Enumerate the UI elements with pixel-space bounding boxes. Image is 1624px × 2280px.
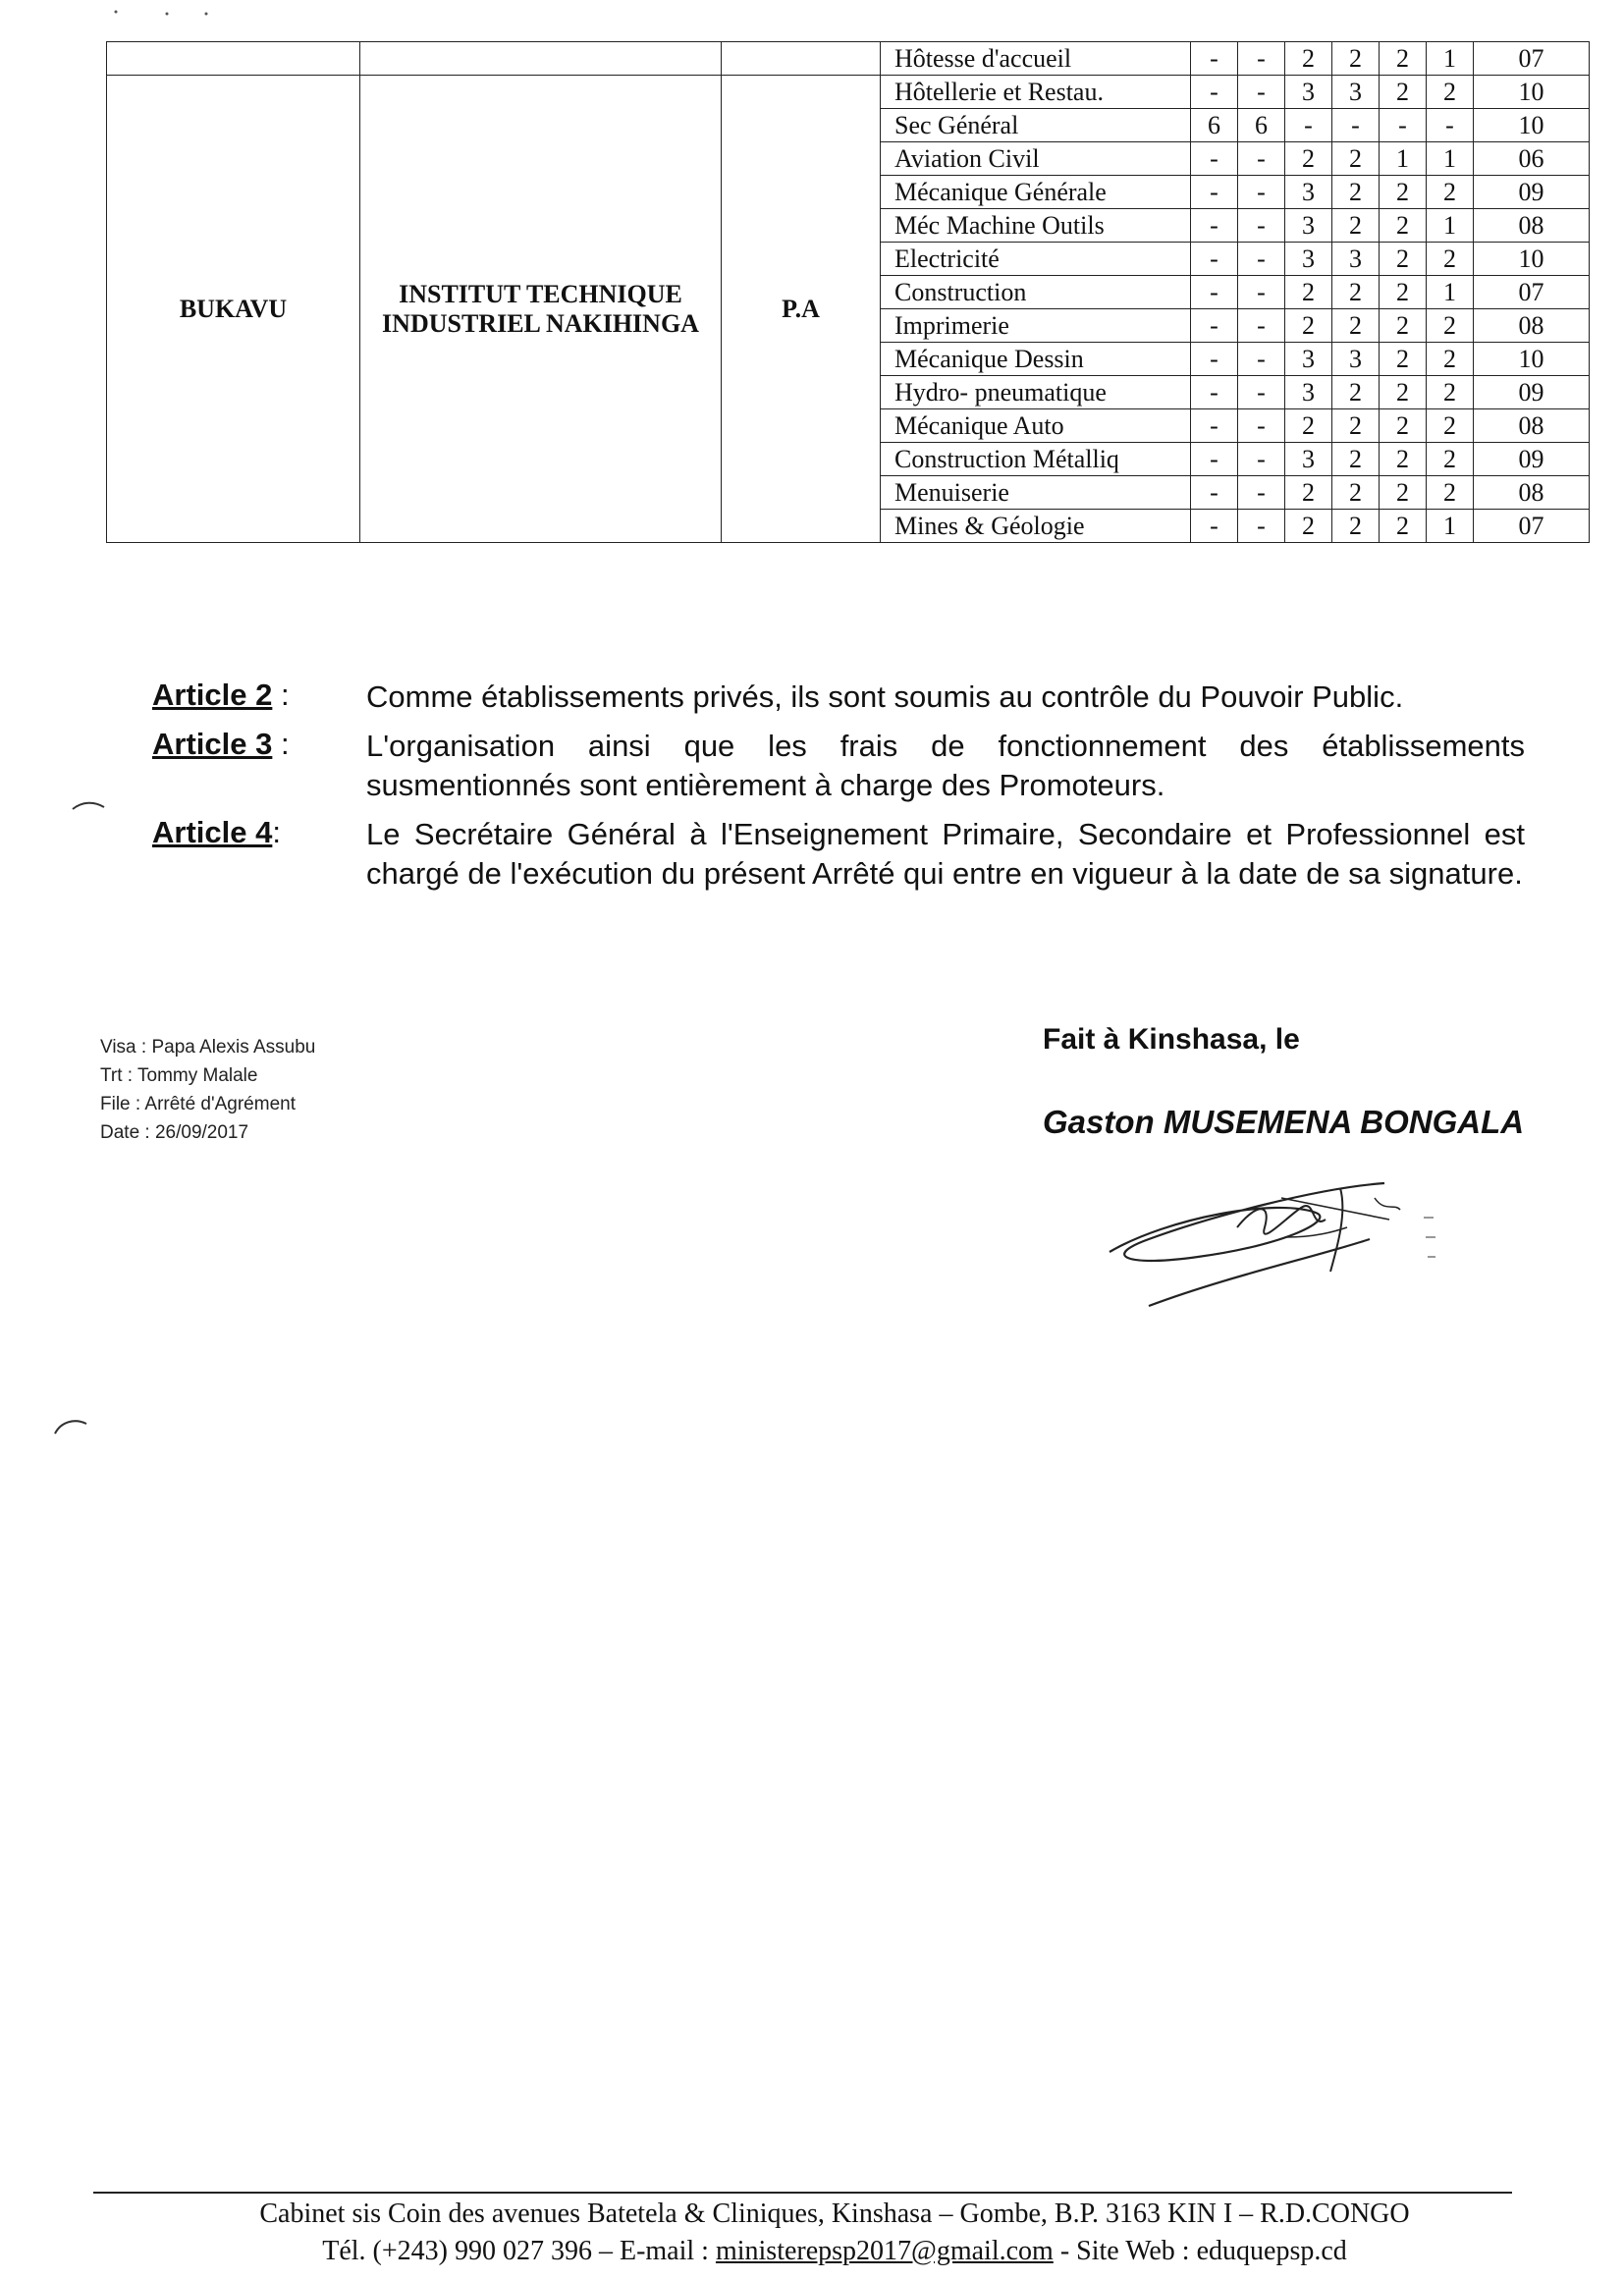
option-name-cell: Imprimerie <box>881 309 1191 343</box>
footer-rule <box>93 2192 1512 2194</box>
class-count-cell-5: 2 <box>1380 42 1427 76</box>
option-name-cell: Sec Général <box>881 109 1191 142</box>
article-2 <box>152 678 1527 717</box>
class-count-cell-1: - <box>1191 476 1238 510</box>
class-count-cell-1: 6 <box>1191 109 1238 142</box>
class-count-cell-4: 3 <box>1332 343 1380 376</box>
option-name-cell: Méc Machine Outils <box>881 209 1191 243</box>
scan-mark-left-2 <box>51 1414 90 1438</box>
class-count-cell-3: 2 <box>1285 476 1332 510</box>
class-count-cell-6: - <box>1427 109 1474 142</box>
class-count-cell-4: 2 <box>1332 176 1380 209</box>
class-count-cell-6: 1 <box>1427 510 1474 543</box>
school-options-table <box>106 41 1590 543</box>
table-body <box>107 42 1590 543</box>
total-cell: 07 <box>1474 510 1590 543</box>
footer-contact <box>147 2233 1522 2270</box>
article-3-colon: : <box>272 727 290 761</box>
class-count-cell-5: 2 <box>1380 309 1427 343</box>
class-count-cell-5: - <box>1380 109 1427 142</box>
class-count-cell-3: 3 <box>1285 443 1332 476</box>
program-cell: P.A <box>722 76 881 543</box>
class-count-cell-3: 2 <box>1285 276 1332 309</box>
class-count-cell-6: 1 <box>1427 209 1474 243</box>
article-4-colon: : <box>272 815 281 849</box>
class-count-cell-1: - <box>1191 243 1238 276</box>
option-name-cell: Hôtellerie et Restau. <box>881 76 1191 109</box>
table-row <box>107 42 1590 76</box>
class-count-cell-4: 2 <box>1332 409 1380 443</box>
class-count-cell-2: - <box>1238 309 1285 343</box>
class-count-cell-6: 2 <box>1427 409 1474 443</box>
class-count-cell-2: - <box>1238 142 1285 176</box>
class-count-cell-4: 2 <box>1332 443 1380 476</box>
article-3-title: Article 3 <box>152 727 273 761</box>
class-count-cell-4: 2 <box>1332 209 1380 243</box>
class-count-cell-4: 2 <box>1332 142 1380 176</box>
total-cell: 06 <box>1474 142 1590 176</box>
class-count-cell-2: - <box>1238 376 1285 409</box>
class-count-cell-4: 2 <box>1332 476 1380 510</box>
class-count-cell-1: - <box>1191 176 1238 209</box>
ref-date: Date : 26/09/2017 <box>100 1122 249 1143</box>
total-cell: 10 <box>1474 343 1590 376</box>
option-name-cell: Aviation Civil <box>881 142 1191 176</box>
option-name-cell: Mines & Géologie <box>881 510 1191 543</box>
class-count-cell-2: - <box>1238 443 1285 476</box>
class-count-cell-2: - <box>1238 409 1285 443</box>
school-name-line1: INSTITUT TECHNIQUE <box>399 279 682 308</box>
class-count-cell-6: 1 <box>1427 276 1474 309</box>
class-count-cell-3: 3 <box>1285 76 1332 109</box>
class-count-cell-1: - <box>1191 376 1238 409</box>
place-line: Fait à Kinshasa, le <box>1043 1023 1300 1056</box>
option-name-cell: Mécanique Dessin <box>881 343 1191 376</box>
ref-file: File : Arrêté d'Agrément <box>100 1094 296 1114</box>
footer-email-link[interactable]: ministerepsp2017@gmail.com <box>715 2236 1054 2266</box>
class-count-cell-2: 6 <box>1238 109 1285 142</box>
class-count-cell-1: - <box>1191 76 1238 109</box>
class-count-cell-3: 3 <box>1285 376 1332 409</box>
class-count-cell-5: 2 <box>1380 209 1427 243</box>
class-count-cell-6: 2 <box>1427 376 1474 409</box>
class-count-cell-6: 2 <box>1427 76 1474 109</box>
class-count-cell-1: - <box>1191 42 1238 76</box>
class-count-cell-4: 2 <box>1332 276 1380 309</box>
class-count-cell-2: - <box>1238 243 1285 276</box>
table-row <box>107 76 1590 109</box>
footer-tel: Tél. (+243) 990 027 396 – E-mail : <box>322 2236 716 2266</box>
class-count-cell-5: 2 <box>1380 343 1427 376</box>
articles-section <box>152 678 1527 903</box>
class-count-cell-2: - <box>1238 510 1285 543</box>
footer-address: Cabinet sis Coin des avenues Batetela & Cliniques, Kinshasa – Gombe, B.P. 3163 KIN I – R.D.CONGO <box>259 2199 1410 2229</box>
article-2-text: Comme établissements privés, ils sont soumis au contrôle du Pouvoir Public. <box>366 679 1404 714</box>
option-name-cell: Electricité <box>881 243 1191 276</box>
article-3-label <box>152 727 349 762</box>
total-cell: 07 <box>1474 42 1590 76</box>
class-count-cell-6: 2 <box>1427 176 1474 209</box>
class-count-cell-3: 2 <box>1285 409 1332 443</box>
class-count-cell-2: - <box>1238 176 1285 209</box>
class-count-cell-3: 3 <box>1285 209 1332 243</box>
handwritten-signature <box>1090 1159 1502 1335</box>
class-count-cell-4: 2 <box>1332 42 1380 76</box>
class-count-cell-3: 2 <box>1285 309 1332 343</box>
class-count-cell-6: 1 <box>1427 142 1474 176</box>
school-header-cell <box>360 42 722 76</box>
class-count-cell-3: 2 <box>1285 142 1332 176</box>
article-2-label <box>152 678 349 713</box>
school-options-table-wrapper <box>106 41 1589 543</box>
class-count-cell-6: 2 <box>1427 243 1474 276</box>
class-count-cell-4: 2 <box>1332 376 1380 409</box>
total-cell: 07 <box>1474 276 1590 309</box>
footer <box>147 2196 1522 2270</box>
class-count-cell-6: 2 <box>1427 343 1474 376</box>
class-count-cell-5: 2 <box>1380 376 1427 409</box>
class-count-cell-6: 2 <box>1427 443 1474 476</box>
option-name-cell: Menuiserie <box>881 476 1191 510</box>
class-count-cell-5: 2 <box>1380 276 1427 309</box>
class-count-cell-2: - <box>1238 76 1285 109</box>
class-count-cell-1: - <box>1191 343 1238 376</box>
article-4-text: Le Secrétaire Général à l'Enseignement Primaire, Secondaire et Professionnel est chargé de l'exécution du présent Arrêté qui entre en vigueur à la date de sa signature. <box>366 817 1525 891</box>
class-count-cell-3: 3 <box>1285 176 1332 209</box>
class-count-cell-3: - <box>1285 109 1332 142</box>
total-cell: 09 <box>1474 176 1590 209</box>
option-name-cell: Mécanique Générale <box>881 176 1191 209</box>
location-cell: BUKAVU <box>107 76 360 543</box>
total-cell: 08 <box>1474 476 1590 510</box>
class-count-cell-3: 2 <box>1285 42 1332 76</box>
total-cell: 08 <box>1474 309 1590 343</box>
class-count-cell-2: - <box>1238 209 1285 243</box>
class-count-cell-2: - <box>1238 276 1285 309</box>
class-count-cell-4: 3 <box>1332 243 1380 276</box>
class-count-cell-5: 2 <box>1380 510 1427 543</box>
article-2-title: Article 2 <box>152 678 273 712</box>
class-count-cell-6: 2 <box>1427 476 1474 510</box>
class-count-cell-3: 3 <box>1285 243 1332 276</box>
class-count-cell-6: 1 <box>1427 42 1474 76</box>
class-count-cell-1: - <box>1191 443 1238 476</box>
class-count-cell-5: 2 <box>1380 176 1427 209</box>
class-count-cell-4: 2 <box>1332 309 1380 343</box>
article-4-label <box>152 815 349 850</box>
class-count-cell-1: - <box>1191 209 1238 243</box>
signer-name: Gaston MUSEMENA BONGALA <box>1043 1104 1525 1140</box>
article-4 <box>152 815 1527 894</box>
class-count-cell-5: 2 <box>1380 76 1427 109</box>
school-name-line2: INDUSTRIEL NAKIHINGA <box>382 308 699 338</box>
class-count-cell-5: 2 <box>1380 243 1427 276</box>
reference-notes <box>100 1033 315 1147</box>
class-count-cell-1: - <box>1191 409 1238 443</box>
total-cell: 10 <box>1474 243 1590 276</box>
article-3 <box>152 727 1527 805</box>
total-cell: 10 <box>1474 109 1590 142</box>
class-count-cell-1: - <box>1191 309 1238 343</box>
class-count-cell-4: 3 <box>1332 76 1380 109</box>
class-count-cell-5: 2 <box>1380 476 1427 510</box>
total-cell: 09 <box>1474 443 1590 476</box>
scan-mark-left-1 <box>69 795 108 815</box>
class-count-cell-3: 2 <box>1285 510 1332 543</box>
class-count-cell-4: 2 <box>1332 510 1380 543</box>
place-header-cell <box>107 42 360 76</box>
class-count-cell-1: - <box>1191 510 1238 543</box>
program-header-cell <box>722 42 881 76</box>
ref-visa: Visa : Papa Alexis Assubu <box>100 1037 316 1058</box>
footer-site: - Site Web : eduquepsp.cd <box>1053 2236 1347 2266</box>
total-cell: 10 <box>1474 76 1590 109</box>
class-count-cell-1: - <box>1191 142 1238 176</box>
class-count-cell-5: 1 <box>1380 142 1427 176</box>
total-cell: 08 <box>1474 409 1590 443</box>
total-cell: 09 <box>1474 376 1590 409</box>
class-count-cell-6: 2 <box>1427 309 1474 343</box>
scan-mark-top <box>108 4 226 20</box>
class-count-cell-2: - <box>1238 42 1285 76</box>
class-count-cell-3: 3 <box>1285 343 1332 376</box>
article-2-colon: : <box>272 678 290 712</box>
option-name-cell: Hôtesse d'accueil <box>881 42 1191 76</box>
class-count-cell-2: - <box>1238 343 1285 376</box>
class-count-cell-5: 2 <box>1380 443 1427 476</box>
school-name-cell <box>360 76 722 543</box>
article-3-text: L'organisation ainsi que les frais de fonctionnement des établissements susmentionnés sont entièrement à charge des Promoteurs. <box>366 729 1525 802</box>
option-name-cell: Construction <box>881 276 1191 309</box>
article-4-title: Article 4 <box>152 815 273 849</box>
option-name-cell: Mécanique Auto <box>881 409 1191 443</box>
class-count-cell-1: - <box>1191 276 1238 309</box>
class-count-cell-5: 2 <box>1380 409 1427 443</box>
class-count-cell-4: - <box>1332 109 1380 142</box>
class-count-cell-2: - <box>1238 476 1285 510</box>
option-name-cell: Hydro- pneumatique <box>881 376 1191 409</box>
option-name-cell: Construction Métalliq <box>881 443 1191 476</box>
total-cell: 08 <box>1474 209 1590 243</box>
ref-trt: Trt : Tommy Malale <box>100 1065 258 1086</box>
